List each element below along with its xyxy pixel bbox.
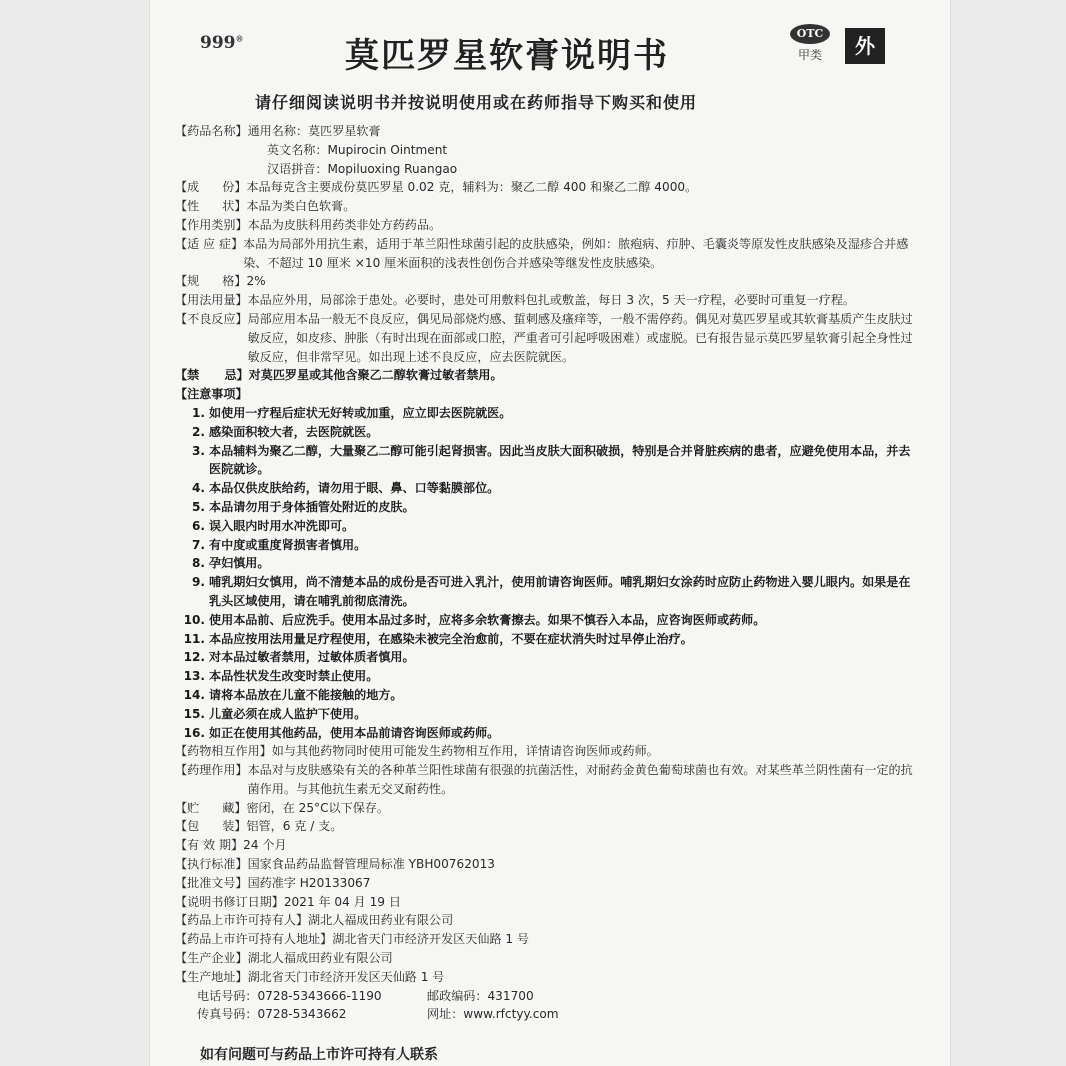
indications-label: 【适 应 症】 (175, 236, 244, 251)
website (427, 1005, 559, 1024)
composition-label: 【成 份】 (175, 180, 247, 195)
category-row (175, 216, 915, 235)
precaution-number: 6. (191, 518, 205, 533)
precaution-item (175, 630, 915, 649)
otc-label: OTC (790, 24, 830, 44)
contact-footer: 如有问题可与药品上市许可持有人联系 (200, 1047, 438, 1063)
usage-warning: 请仔细阅读说明书并按说明使用或在药师指导下购买和使用 (255, 93, 698, 112)
category-label: 【作用类别】 (175, 217, 248, 232)
contraindications-row (175, 366, 915, 385)
storage-label: 【贮 藏】 (175, 800, 247, 815)
holder-label: 【药品上市许可持有人】 (175, 913, 309, 928)
precaution-text: 儿童必须在成人监护下使用。 (209, 706, 367, 721)
spec-row (175, 272, 915, 291)
precaution-item (175, 404, 915, 423)
contraindications-text: 对莫匹罗星或其他含聚乙二醇软膏过敏者禁用。 (248, 368, 503, 383)
precaution-text: 本品请勿用于身体插管处附近的皮肤。 (209, 499, 415, 514)
package-row (175, 817, 915, 836)
precaution-text: 请将本品放在儿童不能接触的地方。 (209, 687, 403, 702)
precaution-text: 孕妇慎用。 (209, 556, 270, 571)
standard-label: 【执行标准】 (175, 857, 248, 872)
postcode-value: 431700 (487, 988, 534, 1003)
phone-label: 电话号码： (197, 988, 258, 1003)
fax (197, 1005, 427, 1024)
precaution-text: 本品性状发生改变时禁止使用。 (209, 669, 379, 684)
usage-row (175, 291, 915, 310)
precaution-item (175, 667, 915, 686)
precaution-text: 如正在使用其他药品，使用本品前请咨询医师或药师。 (209, 725, 500, 740)
generic-name: 通用名称：莫匹罗星软膏 (247, 124, 381, 138)
precaution-text: 哺乳期妇女慎用，尚不清楚本品的成份是否可进入乳汁，使用前请咨询医师。哺乳期妇女涂药时应防止药物进入婴儿眼内。如果是在乳头区域使用，请在哺乳前彻底清洗。 (209, 575, 911, 608)
package-text: 铝管，6 克 / 支。 (246, 819, 343, 834)
precaution-text: 如使用一疗程后症状无好转或加重，应立即去医院就医。 (209, 405, 512, 420)
otc-class: 甲类 (797, 48, 822, 62)
postcode (427, 987, 534, 1006)
pinyin-name: 汉语拼音：Mopiluoxing Ruangao (267, 161, 458, 176)
adverse-text: 局部应用本品一般无不良反应，偶见局部烧灼感、蜇刺感及瘙痒等，一般不需停药。偶见对莫匹罗星或其软膏基质产生皮肤过敏反应，如皮疹、肿胀（有时出现在面部或口腔，严重者可引起呼吸困难）或虚脱。已有报告显示莫匹罗星软膏引起全身性过敏反应，但非常罕见。如出现上述不良反应，应去医院就医。 (247, 311, 913, 364)
manufacturer-row (175, 949, 915, 968)
precaution-text: 使用本品前、后应洗手。使用本品过多时，应将多余软膏擦去。如果不慎吞入本品，应咨询医师或药师。 (209, 612, 766, 627)
precaution-item (175, 442, 915, 480)
precaution-number: 8. (191, 556, 205, 571)
revision-row (175, 893, 915, 912)
precaution-item (175, 724, 915, 743)
precaution-text: 本品应按用法用量足疗程使用，在感染未被完全治愈前，不要在症状消失时过早停止治疗。 (209, 631, 693, 646)
indications-text: 本品为局部外用抗生素，适用于革兰阳性球菌引起的皮肤感染，例如：脓疱病、疖肿、毛囊炎等原发性皮肤感染及湿疹合并感染、不超过 10 厘米 ×10 厘米面积的浅表性创伤合并感染等继发性皮肤感染。 (243, 236, 909, 270)
precaution-number: 4. (191, 481, 205, 496)
manufacturer-label: 【生产企业】 (175, 951, 248, 966)
precaution-number: 10. (183, 612, 205, 627)
interactions-row (175, 742, 915, 761)
holder-address-label: 【药品上市许可持有人地址】 (175, 932, 333, 947)
revision-label: 【说明书修订日期】 (175, 894, 284, 909)
approval-row (175, 874, 915, 893)
category-text: 本品为皮肤科用药类非处方药药品。 (247, 217, 442, 232)
precaution-number: 12. (183, 650, 205, 665)
precaution-number: 3. (191, 443, 205, 458)
precaution-number: 2. (191, 424, 205, 439)
precaution-text: 感染面积较大者，去医院就医。 (209, 424, 379, 439)
precaution-number: 9. (191, 575, 205, 590)
holder-address-row (175, 930, 915, 949)
leaflet-content (175, 122, 915, 1024)
precaution-text: 本品仅供皮肤给药，请勿用于眼、鼻、口等黏膜部位。 (209, 481, 500, 496)
interactions-text: 如与其他药物同时使用可能发生药物相互作用，详情请咨询医师或药师。 (271, 744, 659, 759)
interactions-label: 【药物相互作用】 (175, 744, 272, 759)
holder-row (175, 911, 915, 930)
precaution-item (175, 554, 915, 573)
precaution-item (175, 423, 915, 442)
storage-row (175, 799, 915, 818)
manufacturer-text: 湖北人福成田药业有限公司 (247, 951, 393, 966)
precaution-text: 误入眼内时用水冲洗即可。 (209, 518, 355, 533)
manufacture-address-text: 湖北省天门市经济开发区天仙路 1 号 (247, 969, 445, 984)
precaution-number: 11. (183, 631, 205, 646)
phone-value: 0728-5343666-1190 (257, 988, 382, 1003)
precaution-number: 7. (191, 537, 205, 552)
usage-label: 【用法用量】 (175, 293, 248, 308)
approval-text: 国药准字 H20133067 (247, 875, 371, 890)
precaution-number: 13. (183, 669, 205, 684)
revision-text: 2021 年 04 月 19 日 (283, 894, 401, 909)
fax-website-row (175, 1005, 915, 1024)
precautions-label: 【注意事项】 (175, 387, 248, 402)
website-label: 网址： (427, 1007, 464, 1022)
precaution-item (175, 517, 915, 536)
phone-postcode-row (175, 987, 915, 1006)
external-use-badge: 外 (845, 28, 885, 64)
precaution-item (175, 536, 915, 555)
pharmacology-label: 【药理作用】 (175, 763, 248, 778)
precaution-text: 本品辅料为聚乙二醇，大量聚乙二醇可能引起肾损害。因此当皮肤大面积破损，特别是合并肾脏疾病的患者，应避免使用本品，并去医院就诊。 (209, 443, 911, 477)
approval-label: 【批准文号】 (175, 875, 248, 890)
precaution-item (175, 705, 915, 724)
english-name: 英文名称：Mupirocin Ointment (267, 142, 448, 157)
properties-label: 【性 状】 (175, 199, 247, 214)
validity-text: 24 个月 (243, 838, 287, 853)
precautions-list (175, 404, 915, 742)
precaution-number: 16. (183, 725, 205, 740)
precaution-text: 对本品过敏者禁用，过敏体质者慎用。 (209, 650, 415, 665)
adverse-row (175, 310, 915, 366)
precaution-item (175, 686, 915, 705)
drug-name-row (175, 122, 915, 141)
package-label: 【包 装】 (175, 819, 247, 834)
fax-label: 传真号码： (197, 1007, 258, 1022)
fax-value: 0728-5343662 (257, 1007, 347, 1022)
precaution-number: 14. (183, 687, 205, 702)
composition-text: 本品每克含主要成份莫匹罗星 0.02 克，辅料为：聚乙二醇 400 和聚乙二醇 4000。 (246, 180, 698, 195)
manufacture-address-row (175, 968, 915, 987)
pharmacology-row (175, 761, 915, 799)
pharmacology-text: 本品对与皮肤感染有关的各种革兰阳性球菌有很强的抗菌活性，对耐药金黄色葡萄球菌也有效。对某些革兰阴性菌有一定的抗菌作用。与其他抗生素无交叉耐药性。 (247, 763, 913, 796)
usage-text: 本品应外用，局部涂于患处。必要时，患处可用敷料包扎或敷盖，每日 3 次，5 天一疗程，必要时可重复一疗程。 (247, 293, 856, 308)
precaution-text: 有中度或重度肾损害者慎用。 (209, 537, 367, 552)
otc-badge (786, 24, 834, 68)
spec-text: 2% (246, 274, 266, 289)
properties-text: 本品为类白色软膏。 (246, 199, 356, 214)
precaution-item (175, 498, 915, 517)
precaution-number: 1. (191, 405, 205, 420)
precaution-number: 15. (183, 706, 205, 721)
spec-label: 【规 格】 (175, 274, 247, 289)
contraindications-label: 【禁 忌】 (175, 368, 249, 383)
manufacture-address-label: 【生产地址】 (175, 969, 248, 984)
brand-logo: 999® (200, 33, 244, 53)
document-title: 莫匹罗星软膏说明书 (345, 36, 669, 76)
validity-row (175, 836, 915, 855)
precaution-number: 5. (191, 499, 205, 514)
validity-label: 【有 效 期】 (175, 838, 244, 853)
indications-row (175, 235, 915, 273)
postcode-label: 邮政编码： (427, 988, 488, 1003)
holder-address-text: 湖北省天门市经济开发区天仙路 1 号 (332, 932, 530, 947)
precaution-item (175, 611, 915, 630)
storage-text: 密闭，在 25°C以下保存。 (246, 800, 390, 815)
adverse-label: 【不良反应】 (175, 311, 248, 326)
standard-text: 国家食品药品监督管理局标准 YBH00762013 (247, 857, 495, 872)
precaution-item (175, 479, 915, 498)
website-value: www.rfctyy.com (463, 1007, 559, 1022)
composition-row (175, 178, 915, 197)
precaution-item (175, 648, 915, 667)
holder-text: 湖北人福成田药业有限公司 (308, 913, 454, 928)
standard-row (175, 855, 915, 874)
drug-name-label: 【药品名称】 (175, 124, 248, 138)
properties-row (175, 197, 915, 216)
phone (197, 987, 427, 1006)
precaution-item (175, 573, 915, 611)
